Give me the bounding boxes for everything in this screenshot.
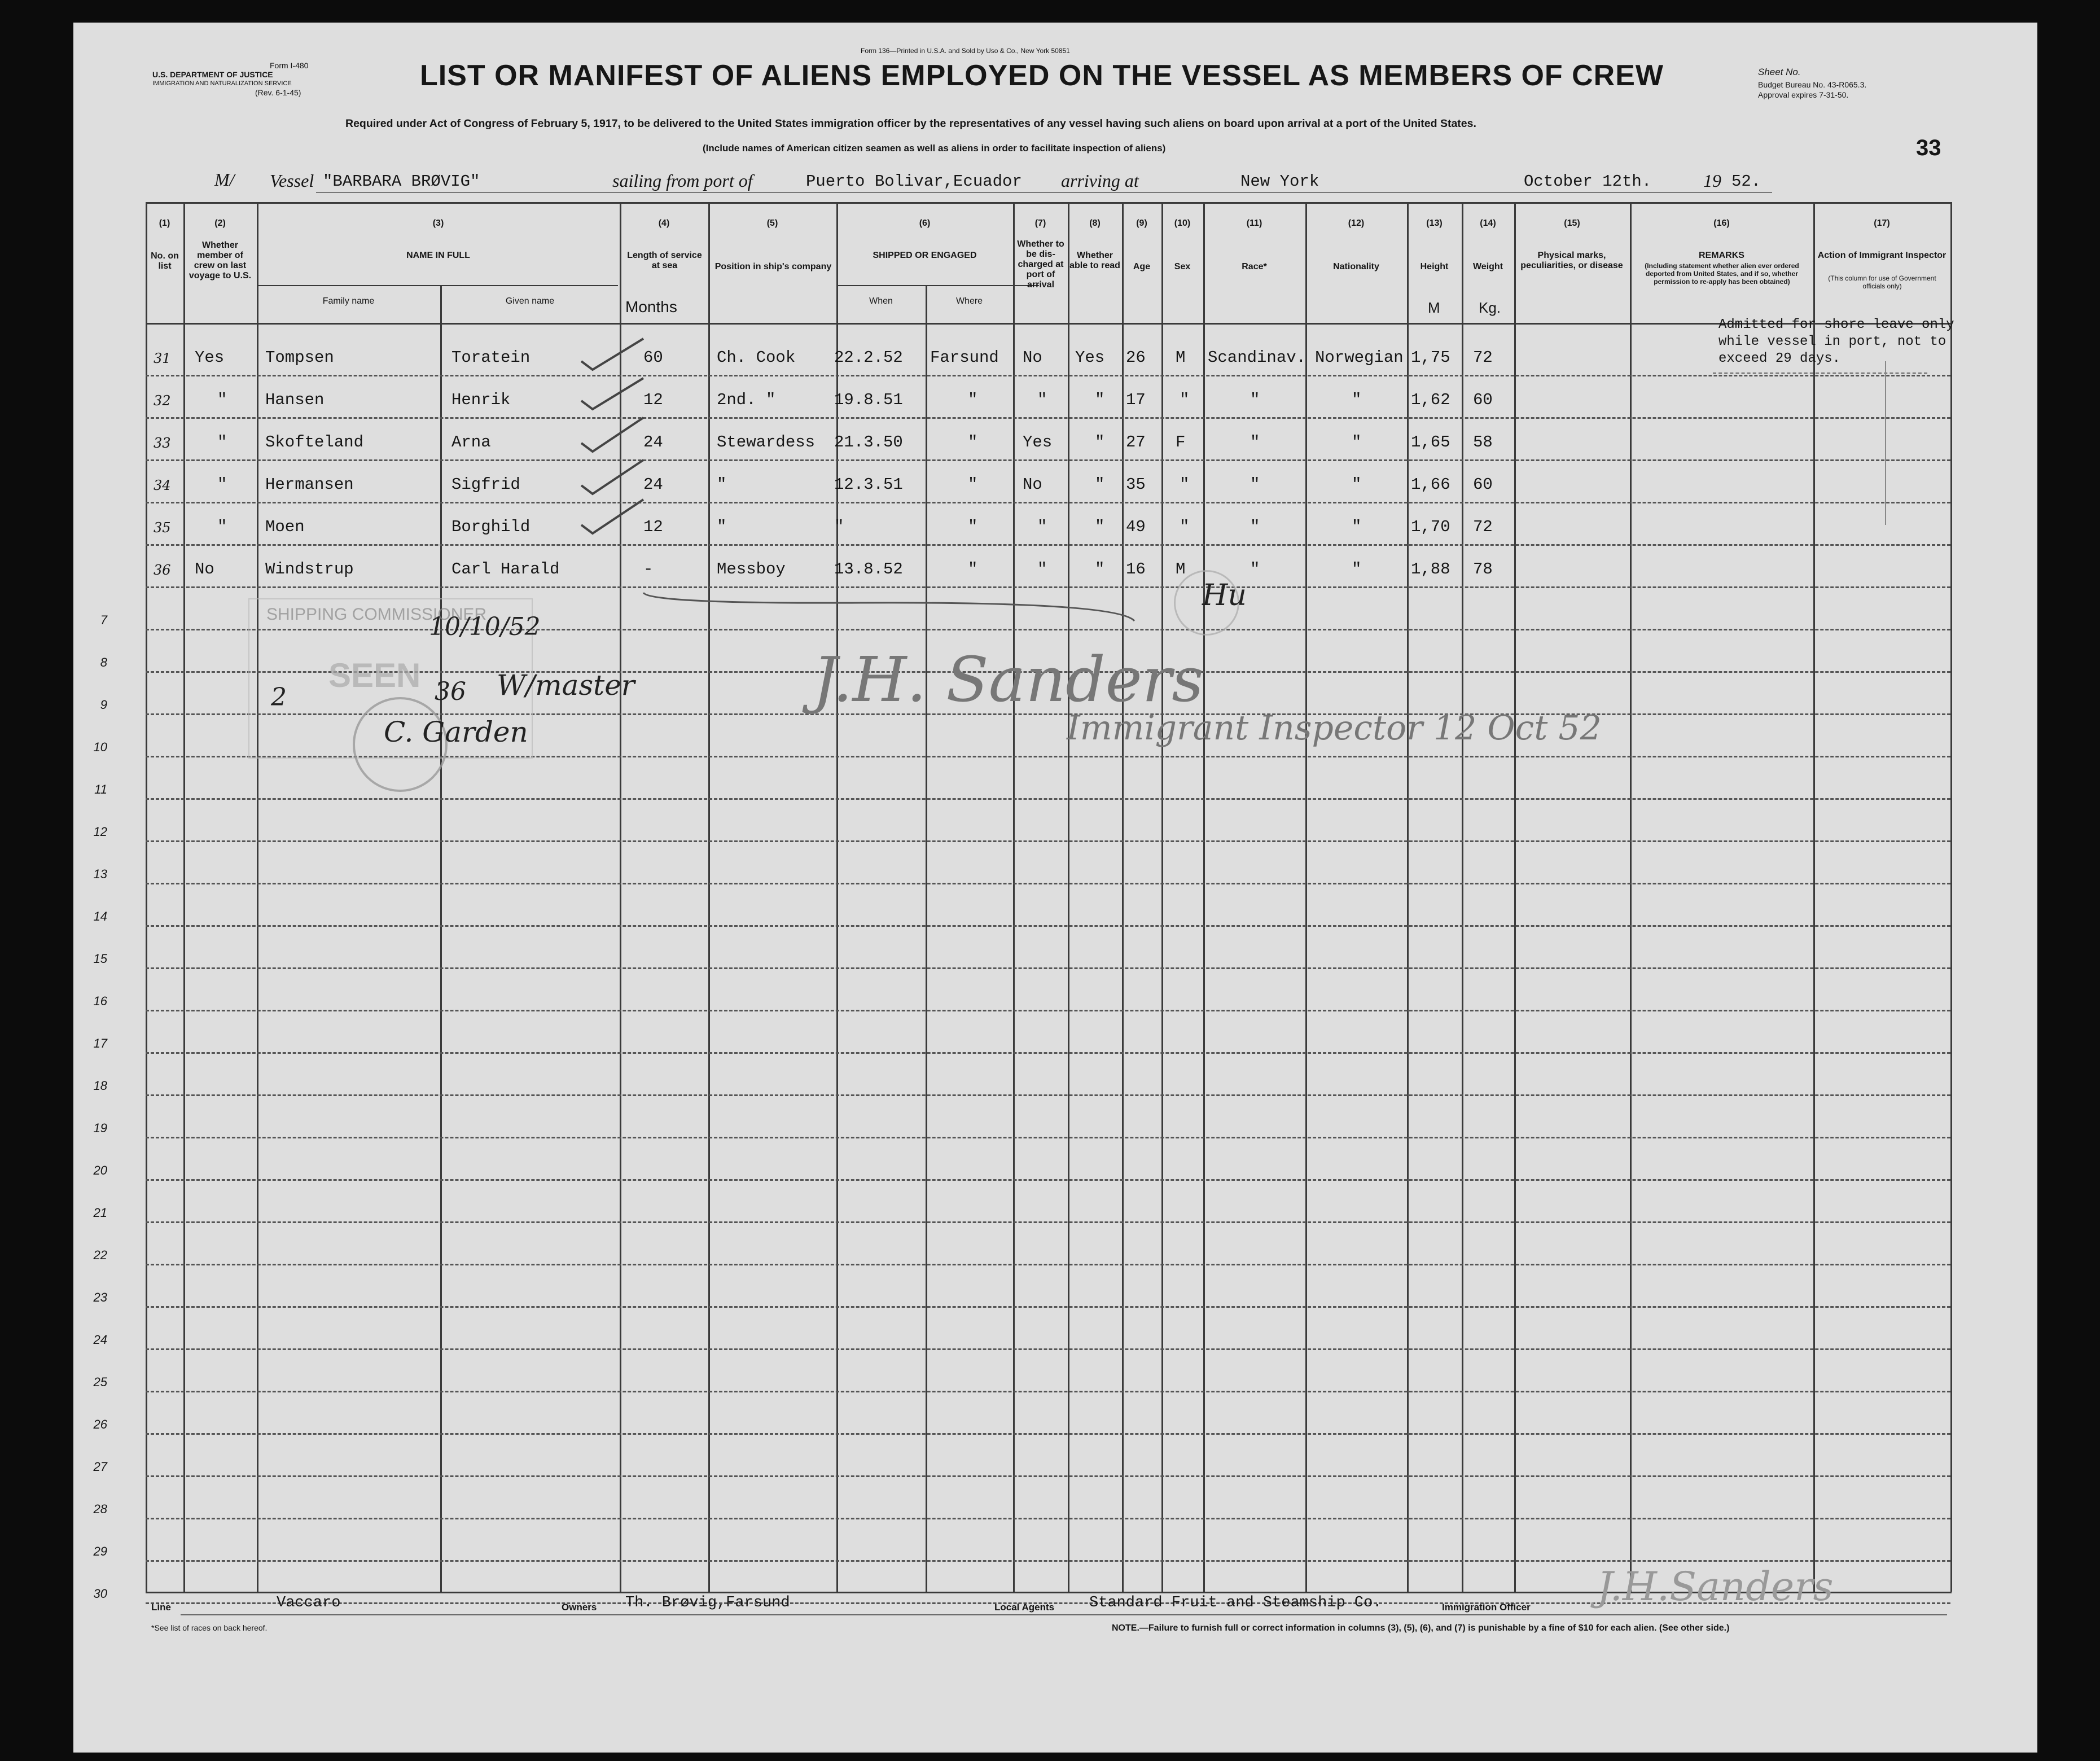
hand-signature: C. Garden	[384, 716, 528, 748]
sex-cell: F	[1176, 433, 1186, 452]
col-num-16: (16)	[1713, 218, 1730, 228]
when-cell: 19.8.51	[834, 391, 903, 409]
row-line	[146, 967, 1950, 969]
position-cell: Messboy	[717, 560, 786, 579]
col-head-age: Age	[1133, 262, 1151, 271]
col-num-6: (6)	[919, 218, 931, 228]
col-head-position: Position in ship's company	[714, 262, 832, 271]
race-cell: "	[1250, 475, 1260, 494]
sub-weight-unit: Kg.	[1479, 299, 1501, 316]
races-note: *See list of races on back hereof.	[151, 1623, 268, 1632]
weight-cell: 60	[1473, 475, 1493, 494]
row-line	[146, 840, 1950, 842]
sheet-label: Sheet No.	[1758, 67, 1801, 77]
nationality-cell: "	[1352, 560, 1362, 579]
family-name-cell: Tompsen	[265, 348, 334, 367]
row-number: 21	[93, 1206, 107, 1220]
arriving-label: arriving at	[1061, 170, 1139, 191]
discharged-cell: "	[1037, 560, 1047, 579]
where-cell: "	[968, 560, 978, 579]
row-number: 27	[93, 1460, 107, 1474]
where-cell: "	[968, 475, 978, 494]
row-number: 7	[100, 613, 107, 627]
row-number: 32	[154, 393, 171, 409]
race-cell: "	[1250, 433, 1260, 452]
col-head-no: No. on list	[151, 251, 179, 271]
race-cell: Scandinav.	[1208, 348, 1307, 367]
nationality-cell: Norwegian	[1315, 348, 1404, 367]
remarks-line-1: Admitted for shore leave only	[1718, 317, 1954, 332]
hand-master: W/master	[497, 669, 635, 702]
approval-line: Approval expires 7-31-50.	[1758, 90, 1849, 99]
age-cell: 26	[1126, 348, 1146, 367]
col-num-17: (17)	[1874, 218, 1890, 228]
position-cell: 2nd. "	[717, 391, 776, 409]
col-num-10: (10)	[1174, 218, 1191, 228]
row-line	[146, 1179, 1950, 1181]
when-cell: 21.3.50	[834, 433, 903, 452]
row-line	[146, 375, 1950, 376]
last-voyage-cell: "	[217, 475, 227, 494]
last-voyage-cell: Yes	[195, 348, 225, 367]
bracket-curve	[638, 581, 1146, 627]
sex-cell: M	[1176, 560, 1186, 579]
age-cell: 35	[1126, 475, 1146, 494]
race-cell: "	[1250, 518, 1260, 536]
required-text: Required under Act of Congress of February 5, 1917, to be delivered to the United States immigration officer by the representatives of any vessel having such aliens on board upon arrival at a port of the United States.	[345, 117, 1476, 130]
last-voyage-cell: "	[217, 433, 227, 452]
hand-initials: Hu	[1202, 579, 1247, 612]
family-name-cell: Windstrup	[265, 560, 354, 579]
weight-cell: 72	[1473, 518, 1493, 536]
read-cell: "	[1095, 433, 1105, 452]
col-num-3: (3)	[432, 218, 444, 228]
remarks-vertical	[1885, 361, 1886, 525]
months-cell: -	[643, 560, 654, 579]
bottom-signature: J.H.Sanders	[1597, 1563, 1834, 1610]
family-name-cell: Moen	[265, 518, 305, 536]
height-cell: 1,70	[1411, 518, 1450, 536]
col-head-race: Race*	[1242, 262, 1267, 271]
given-name-cell: Borghild	[451, 518, 531, 536]
footer-underline	[181, 1614, 1947, 1615]
family-name-cell: Skofteland	[265, 433, 364, 452]
row-number: 20	[93, 1163, 107, 1177]
position-cell: "	[717, 518, 727, 536]
service: IMMIGRATION AND NATURALIZATION SERVICE	[152, 80, 292, 87]
read-cell: "	[1095, 475, 1105, 494]
where-cell: "	[968, 518, 978, 536]
stamp-sub: SEEN	[328, 656, 421, 694]
position-cell: "	[717, 475, 727, 494]
row-line	[146, 925, 1950, 927]
sailing-label: sailing from port of	[612, 170, 753, 191]
col-head-weight: Weight	[1472, 262, 1503, 271]
race-cell: "	[1250, 391, 1260, 409]
col-head-shipped: SHIPPED OR ENGAGED	[873, 251, 977, 260]
row-number: 30	[93, 1587, 107, 1601]
row-number: 31	[154, 351, 171, 366]
col-num-13: (13)	[1426, 218, 1443, 228]
stamp-text: SHIPPING COMMISSIONER	[266, 605, 487, 624]
sailing-port: Puerto Bolivar,Ecuador	[806, 172, 1022, 191]
include-text: (Include names of American citizen seamen as well as aliens in order to facilitate inspection of aliens)	[703, 143, 1166, 154]
last-voyage-cell: "	[217, 391, 227, 409]
nationality-cell: "	[1352, 475, 1362, 494]
year-prefix: 19	[1703, 170, 1721, 191]
row-number: 34	[154, 478, 171, 493]
sex-cell: "	[1180, 518, 1190, 536]
when-cell: 12.3.51	[834, 475, 903, 494]
budget-line: Budget Bureau No. 43-R065.3.	[1758, 80, 1867, 89]
where-cell: "	[968, 391, 978, 409]
printer-line: Form 136—Printed in U.S.A. and Sold by Uso & Co., New York 50851	[861, 47, 1070, 55]
row-number: 9	[100, 698, 107, 712]
nationality-cell: "	[1352, 433, 1362, 452]
row-line	[146, 544, 1950, 546]
row-line	[146, 883, 1950, 884]
family-name-cell: Hermansen	[265, 475, 354, 494]
row-number: 12	[93, 825, 107, 839]
row-number: 35	[154, 520, 171, 536]
remarks-note: (Including statement whether alien ever ordered deported from United States, and if so, whether permission to re-apply has been obtained)	[1645, 262, 1799, 286]
vessel-prefix: M/	[214, 169, 235, 190]
row-number: 13	[93, 867, 107, 881]
row-line	[146, 1264, 1950, 1265]
discharged-cell: Yes	[1023, 433, 1053, 452]
sheet-number: 33	[1916, 135, 1941, 160]
position-cell: Ch. Cook	[717, 348, 796, 367]
col-head-action: Action of Immigrant Inspector	[1817, 251, 1946, 260]
given-name-cell: Arna	[451, 433, 491, 452]
row-line	[146, 1518, 1950, 1519]
col-num-5: (5)	[766, 218, 778, 228]
weight-cell: 78	[1473, 560, 1493, 579]
row-number: 8	[100, 655, 107, 669]
col-head-height: Height	[1420, 262, 1449, 271]
col-num-1: (1)	[159, 218, 170, 228]
age-cell: 49	[1126, 518, 1146, 536]
footer-agents-value: Standard Fruit and Steamship Co.	[1089, 1594, 1382, 1611]
row-number: 25	[93, 1375, 107, 1389]
nationality-cell: "	[1352, 518, 1362, 536]
col-head-read: Whether able to read	[1069, 251, 1120, 270]
footer-agents-label: Local Agents	[994, 1602, 1055, 1613]
row-line	[146, 1348, 1950, 1350]
given-name-cell: Sigfrid	[451, 475, 520, 494]
row-line	[146, 459, 1950, 461]
family-name-cell: Hansen	[265, 391, 325, 409]
sub-given-name: Given name	[505, 296, 555, 306]
row-number: 26	[93, 1417, 107, 1431]
remarks-bracket	[1713, 373, 1927, 374]
inspector-title: Immigrant Inspector 12 Oct 52	[1067, 708, 1602, 748]
sub-when: When	[869, 296, 893, 306]
row-line	[146, 1475, 1950, 1477]
col-num-7: (7)	[1034, 218, 1046, 228]
row-line	[146, 1221, 1950, 1223]
footer-note: NOTE.—Failure to furnish full or correct information in columns (3), (5), (6), and (7) is punishable by a fine of $10 for each alien. (See other side.)	[1112, 1623, 1730, 1633]
row-number: 22	[93, 1248, 107, 1262]
row-number: 18	[93, 1079, 107, 1093]
row-number: 16	[93, 994, 107, 1008]
row-number: 33	[154, 435, 171, 451]
given-name-cell: Henrik	[451, 391, 511, 409]
inspector-signature: J.H. Sanders	[813, 643, 1204, 716]
read-cell: "	[1095, 391, 1105, 409]
row-number: 19	[93, 1121, 107, 1135]
nationality-cell: "	[1352, 391, 1362, 409]
race-cell: "	[1250, 560, 1260, 579]
col-num-14: (14)	[1480, 218, 1496, 228]
when-cell: 13.8.52	[834, 560, 903, 579]
last-voyage-cell: No	[195, 560, 214, 579]
sub-family-name: Family name	[322, 296, 375, 306]
when-cell: 22.2.52	[834, 348, 903, 367]
col-num-8: (8)	[1089, 218, 1101, 228]
age-cell: 16	[1126, 560, 1146, 579]
row-number: 24	[93, 1333, 107, 1347]
footer-owners-label: Owners	[562, 1602, 597, 1613]
weight-cell: 60	[1473, 391, 1493, 409]
row-line	[146, 1306, 1950, 1308]
col-head-nationality: Nationality	[1333, 262, 1379, 271]
row-number: 17	[93, 1036, 107, 1050]
discharged-cell: No	[1023, 348, 1042, 367]
months-cell: 60	[643, 348, 663, 367]
discharged-cell: No	[1023, 475, 1042, 494]
vessel-name: "BARBARA BRØVIG"	[323, 172, 480, 191]
revision: (Rev. 6-1-45)	[255, 88, 301, 97]
row-number: 15	[93, 952, 107, 966]
given-name-cell: Toratein	[451, 348, 531, 367]
months-cell: 24	[643, 433, 663, 452]
sex-cell: M	[1176, 348, 1186, 367]
row-number: 10	[93, 740, 107, 754]
row-number: 14	[93, 909, 107, 923]
read-cell: Yes	[1075, 348, 1105, 367]
footer-owners-value: Th. Brøvig,Farsund	[625, 1594, 790, 1611]
row-line	[146, 502, 1950, 503]
age-cell: 17	[1126, 391, 1146, 409]
row-line	[146, 1052, 1950, 1054]
department: U.S. DEPARTMENT OF JUSTICE	[152, 70, 273, 79]
col-num-11: (11)	[1246, 218, 1262, 228]
height-cell: 1,88	[1411, 560, 1450, 579]
months-cell: 24	[643, 475, 663, 494]
where-cell: Farsund	[930, 348, 999, 367]
row-line	[146, 1094, 1950, 1096]
remarks-line-2: while vessel in port, not to	[1718, 334, 1946, 349]
position-cell: Stewardess	[717, 433, 816, 452]
age-cell: 27	[1126, 433, 1146, 452]
weight-cell: 58	[1473, 433, 1493, 452]
when-cell: "	[834, 518, 844, 536]
hand-count-left: 2	[271, 683, 287, 712]
action-note: (This column for use of Government officials only)	[1828, 274, 1936, 290]
where-cell: "	[968, 433, 978, 452]
col-head-sex: Sex	[1174, 262, 1191, 271]
col-num-9: (9)	[1136, 218, 1147, 228]
height-cell: 1,65	[1411, 433, 1450, 452]
footer-line-value: Vaccaro	[277, 1594, 341, 1611]
footer-line-label: Line	[151, 1602, 171, 1613]
sub-height-unit: M	[1428, 299, 1440, 316]
row-number: 36	[154, 562, 171, 578]
months-cell: 12	[643, 391, 663, 409]
row-line	[146, 1137, 1950, 1138]
col-head-name: NAME IN FULL	[406, 251, 470, 260]
col-num-2: (2)	[214, 218, 226, 228]
col-head-last-voyage: Whether member of crew on last voyage to U.S.	[188, 240, 252, 281]
weight-cell: 72	[1473, 348, 1493, 367]
discharged-cell: "	[1037, 391, 1047, 409]
col-num-12: (12)	[1348, 218, 1365, 228]
row-line	[146, 1010, 1950, 1011]
year: 52.	[1731, 172, 1761, 191]
row-line	[146, 1391, 1950, 1392]
row-number: 28	[93, 1502, 107, 1516]
row-line	[146, 417, 1950, 419]
row-number: 11	[94, 782, 107, 796]
months-cell: 12	[643, 518, 663, 536]
check-marks	[576, 322, 666, 559]
page-title: LIST OR MANIFEST OF ALIENS EMPLOYED ON THE VESSEL AS MEMBERS OF CREW	[420, 59, 1664, 92]
form-number: Form I-480	[270, 61, 309, 70]
sex-cell: "	[1180, 391, 1190, 409]
col-head-physical: Physical marks, peculiarities, or disease	[1520, 251, 1623, 270]
sub-where: Where	[955, 296, 983, 306]
row-number: 29	[93, 1544, 107, 1558]
row-line	[146, 1433, 1950, 1435]
height-cell: 1,66	[1411, 475, 1450, 494]
sub-months: Months	[625, 298, 677, 316]
arrival-date: October 12th.	[1524, 172, 1652, 191]
arriving-port: New York	[1240, 172, 1319, 191]
vessel-label: Vessel	[270, 170, 314, 191]
last-voyage-cell: "	[217, 518, 227, 536]
discharged-cell: "	[1037, 518, 1047, 536]
read-cell: "	[1095, 560, 1105, 579]
row-line	[146, 798, 1950, 800]
sex-cell: "	[1180, 475, 1190, 494]
col-head-remarks: REMARKS	[1699, 251, 1744, 260]
height-cell: 1,62	[1411, 391, 1450, 409]
row-line	[146, 1560, 1950, 1562]
hand-date-note: 10/10/52	[429, 612, 541, 641]
col-num-15: (15)	[1564, 218, 1580, 228]
given-name-cell: Carl Harald	[451, 560, 560, 579]
hand-count-right: 36	[435, 677, 466, 706]
remarks-line-3: exceed 29 days.	[1718, 351, 1841, 366]
height-cell: 1,75	[1411, 348, 1450, 367]
col-head-service: Length of service at sea	[627, 251, 702, 270]
row-number: 23	[93, 1290, 107, 1304]
col-num-4: (4)	[658, 218, 670, 228]
footer-officer-label: Immigration Officer	[1442, 1602, 1531, 1613]
vessel-underline	[316, 192, 1772, 193]
col-head-discharged: Whether to be dis-charged at port of arrival	[1017, 239, 1064, 290]
read-cell: "	[1095, 518, 1105, 536]
